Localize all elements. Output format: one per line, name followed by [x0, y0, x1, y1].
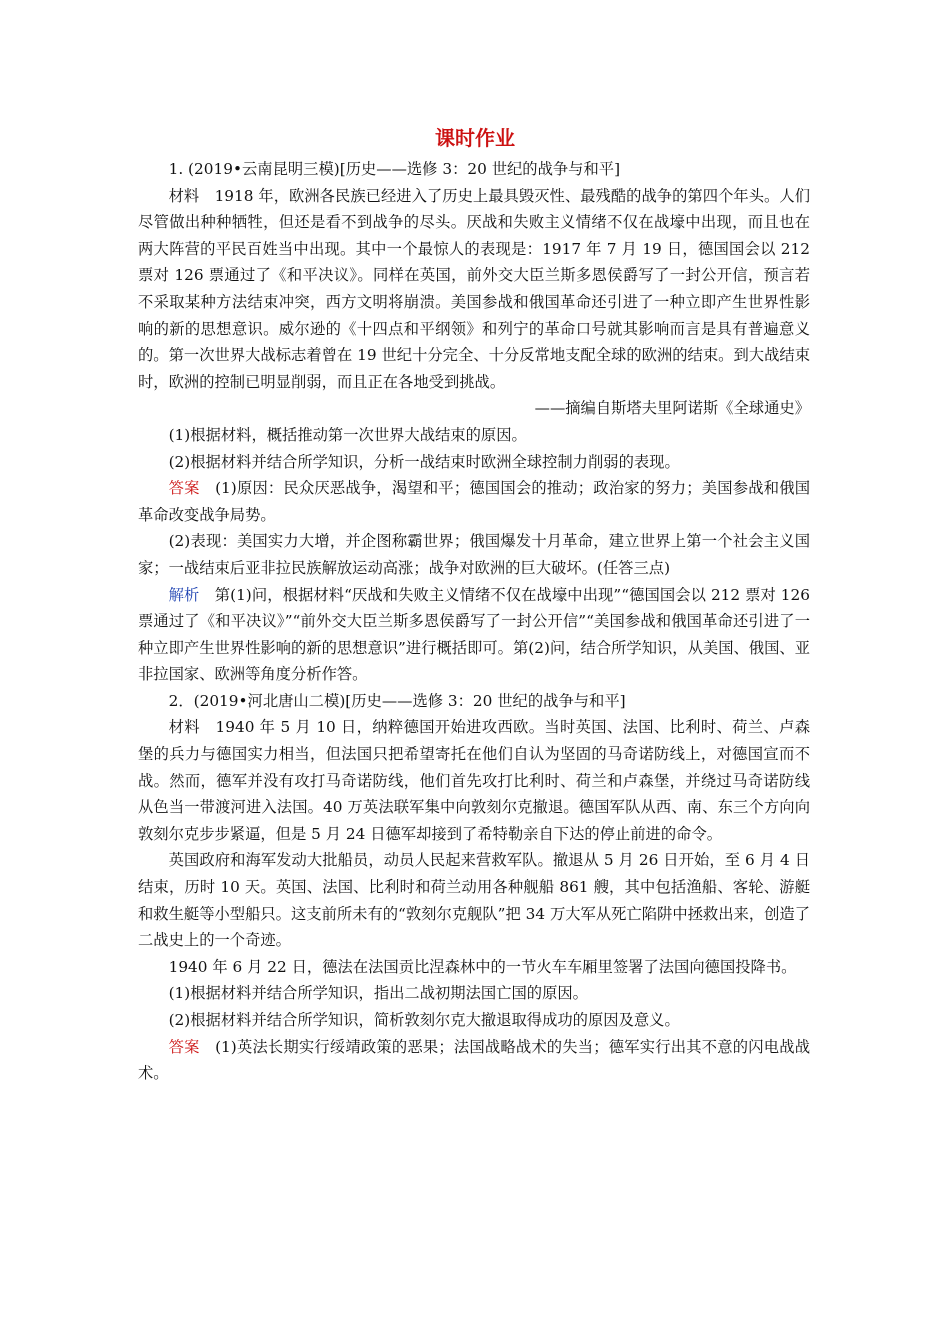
- question-1-sub-1: (1)根据材料，概括推动第一次世界大战结束的原因。: [168, 425, 527, 444]
- question-1-sub-2: (2)根据材料并结合所学知识，分析一战结束时欧洲全球控制力削弱的表现。: [168, 452, 680, 471]
- answer-label: 答案: [168, 1037, 200, 1056]
- page-title: 课时作业: [435, 126, 515, 150]
- question-1-source: ——摘编自斯塔夫里阿诺斯《全球通史》: [534, 399, 810, 418]
- question-2-sub-1: (1)根据材料并结合所学知识，指出二战初期法国亡国的原因。: [168, 984, 588, 1003]
- question-1-answer-1: [138, 475, 810, 528]
- question-2-material-3: 1940 年 6 月 22 日，德法在法国贡比涅森林中的一节火车车厢里签署了法国向德国投降书。: [168, 957, 797, 976]
- analysis-text: 第(1)问，根据材料“厌战和失败主义情绪不仅在战壕中出现”“德国国会以 212 票对 126 票通过了《和平决议》”“前外交大臣兰斯多恩侯爵写了一封公开信”“美国参战和俄国革命还引进了一种立即产生世界性影响的新的思想意识”进行概括即可。第(2)问，结合所学知识，从美国、俄国、亚非拉国家、欧洲等角度分析作答。: [138, 585, 810, 684]
- question-2-header: 2．(2019•河北唐山二模)[历史——选修 3：20 世纪的战争与和平]: [168, 691, 626, 710]
- answer-text: (1)英法长期实行绥靖政策的恶果；法国战略战术的失当；德军实行出其不意的闪电战战术。: [138, 1037, 810, 1083]
- question-2-sub-2: (2)根据材料并结合所学知识，简析敦刻尔克大撤退取得成功的原因及意义。: [168, 1011, 680, 1029]
- question-1-material: 材料 1918 年，欧洲各民族已经进入了历史上最具毁灭性、最残酷的战争的第四个年头。人们尽管做出种种牺牲，但还是看不到战争的尽头。厌战和失败主义情绪不仅在战壕中出现，而且也在两大阵营的平民百姓当中出现。其中一个最惊人的表现是：1917 年 7 月 19 日，德国国会以 212 票对 126 票通过了《和平决议》。同样在英国，前外交大臣兰斯多恩侯爵写了一封公开信，预言若不采取某种方法结束冲突，西方文明将崩溃。美国参战和俄国革命还引进了一种立即产生世界性影响的新的思想意识。威尔逊的《十四点和平纲领》和列宁的革命口号就其影响而言是具有普遍意义的。第一次世界大战标志着曾在 19 世纪十分完全、十分反常地支配全球的欧洲的结束。到大战结束时，欧洲的控制已明显削弱，而且正在各地受到挑战。: [138, 186, 810, 391]
- document-body: [138, 156, 810, 1087]
- question-1-analysis: [138, 582, 810, 688]
- question-1-answer-2: (2)表现：美国实力大增，并企图称霸世界；俄国爆发十月革命，建立世界上第一个社会主义国家；一战结束后亚非拉民族解放运动高涨；战争对欧洲的巨大破坏。(任答三点): [138, 532, 810, 577]
- analysis-label: 解析: [168, 585, 200, 604]
- question-2-material-2: 英国政府和海军发动大批船员，动员人民起来营救军队。撤退从 5 月 26 日开始，至 6 月 4 日结束，历时 10 天。英国、法国、比利时和荷兰动用各种舰船 861 艘，其中包括渔船、客轮、游艇和救生艇等小型船只。这支前所未有的“敦刻尔克舰队”把 34 万大军从死亡陷阱中拯救出来，创造了二战史上的一个奇迹。: [138, 851, 811, 950]
- question-2-material-1: 材料 1940 年 5 月 10 日，纳粹德国开始进攻西欧。当时英国、法国、比利时、荷兰、卢森堡的兵力与德国实力相当，但法国只把希望寄托在他们自认为坚固的马奇诺防线上，对德国宣而不战。然而，德军并没有攻打马奇诺防线，他们首先攻打比利时、荷兰和卢森堡，并绕过马奇诺防线从色当一带渡河进入法国。40 万英法联军集中向敦刻尔克撤退。德国军队从西、南、东三个方向向敦刻尔克步步紧逼，但是 5 月 24 日德军却接到了希特勒亲自下达的停止前进的命令。: [138, 718, 810, 843]
- question-2-answer-1: [138, 1034, 810, 1087]
- answer-text: (1)原因：民众厌恶战争，渴望和平；德国国会的推动；政治家的努力；美国参战和俄国革命改变战争局势。: [138, 479, 810, 524]
- question-1-header: 1. (2019•云南昆明三模)[历史——选修 3：20 世纪的战争与和平]: [168, 160, 621, 178]
- answer-label: 答案: [168, 479, 200, 498]
